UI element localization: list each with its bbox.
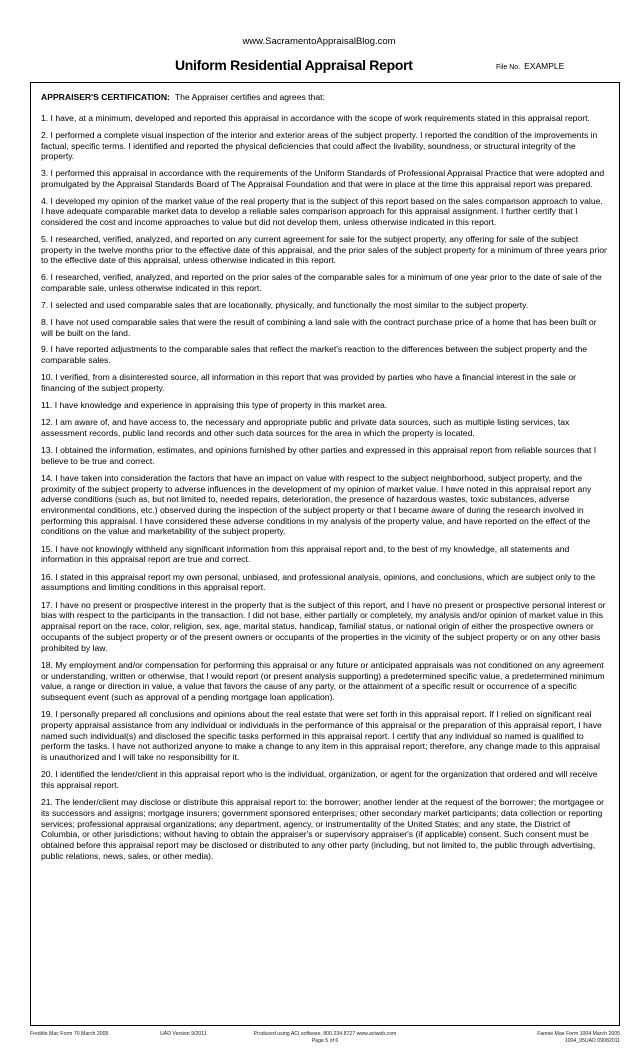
footer-form-code: 1004_05UAD 09082011 <box>564 1037 620 1044</box>
certification-item-5: 5. I researched, verified, analyzed, and reported on any current agreement for sale for the subject property, any offering for sale of the subject property in the twelve months prior to the effective date of this appraisal, and the prior sales of the subject property for a minimum of three years prior to the effective date of this appraisal, unless otherwise indicated in this report. <box>41 234 607 266</box>
footer-fannie-mae-form <box>537 1031 620 1044</box>
file-number-value: EXAMPLE <box>524 61 565 71</box>
file-number <box>496 61 564 71</box>
certification-item-8: 8. I have not used comparable sales that were the result of combining a land sale with the contract purchase price of a home that has been built or will be built on the land. <box>41 316 597 338</box>
certification-item-4: 4. I developed my opinion of the market value of the real property that is the subject of this report based on the sales comparison approach to value. I have adequate comparable market data to develop a reliable sales comparison approach for this appraisal assignment. I further certify that I considered the cost and income approaches to value but did not develop them, unless otherwise indicated in this report. <box>41 195 603 228</box>
certification-item-17: 17. I have no present or prospective interest in the property that is the subject of this report, and I have no present or prospective personal interest or bias with respect to the participants in the transaction. I did not base, either partially or completely, my analysis and/or opinion of market value in this appraisal report on the race, color, religion, sex, age, marital status, handicap, familial status, or national origin of either the prospective owners or occupants of the subject property or of the present owners or occupants of the properties in the vicinity of the subject property or on any other basis prohibited by law. <box>41 599 606 653</box>
certification-item-9: 9. I have reported adjustments to the comparable sales that reflect the market's reaction to the differences between the subject property and the comparable sales. <box>41 344 588 366</box>
certification-items <box>41 113 607 868</box>
form-title: Uniform Residential Appraisal Report <box>175 57 413 73</box>
certification-item-14: 14. I have taken into consideration the factors that have an impact on value with respect to the subject neighborhood, subject property, and the proximity of the subject property to adverse influences in the development of my opinion of market value. I have noted in this appraisal report any adverse conditions (such as, but not limited to, needed repairs, deterioration, the presence of hazardous wastes, toxic substances, adverse environmental conditions, etc.) observed during the inspection of the subject property or that I became aware of during the research involved in performing this appraisal. I have considered these adverse conditions in my analysis of the property value, and have reported on the effect of the conditions on the value and marketability of the subject property. <box>41 472 592 537</box>
page-footer <box>30 1031 620 1047</box>
file-number-label: File No. <box>496 64 521 71</box>
certification-heading-text: The Appraiser certifies and agrees that: <box>174 92 325 102</box>
certification-item-1: 1. I have, at a minimum, developed and reported this appraisal in accordance with the scope of work requirements stated in this appraisal report. <box>41 113 590 123</box>
footer-uad-version: UAD Version 9/2011 <box>160 1031 207 1037</box>
footer-produced-using: Produced using ACI software, 800.234.8727 www.aciweb.com <box>253 1031 397 1037</box>
certification-heading <box>41 92 325 102</box>
certification-item-16: 16. I stated in this appraisal report my own personal, unbiased, and professional analysis, opinions, and conclusions, which are subject only to the assumptions and limiting conditions in this appraisal report. <box>41 571 596 593</box>
certification-item-19: 19. I personally prepared all conclusions and opinions about the real estate that were set forth in this appraisal report. If I relied on significant real property appraisal assistance from any individual or individuals in the performance of this appraisal or the preparation of this appraisal report, I have named such individual(s) and disclosed the specific tasks performed in this appraisal report. I certify that any individual so named is qualified to perform the tasks. I have not authorized anyone to make a change to any item in this appraisal report; therefore, any change made to this appraisal is unauthorized and I will take no responsibility for it. <box>41 709 602 763</box>
certification-item-21: 21. The lender/client may disclose or distribute this appraisal report to: the borrower; another lender at the request of the borrower; the mortgagee or its successors and assigns; mortgage insurers; government sponsored enterprises; other secondary market participants; data collection or reporting services; professional appraisal organizations; any department, agency, or instrumentality of the United States; and any state, the District of Columbia, or other jurisdictions; without having to obtain the appraiser's or supervisory appraiser's (if applicable) consent. Such consent must be obtained before this appraisal report may be disclosed or distributed to any other party (including, but not limited to, the public through advertising, public relations, news, sales, or other media). <box>41 797 605 861</box>
footer-page-number: Page 5 of 6 <box>311 1037 339 1044</box>
certification-item-12: 12. I am aware of, and have access to, the necessary and appropriate public and private data sources, such as multiple listing services, tax assessment records, public land records and other such data sources for the area in which the property is located. <box>41 416 570 438</box>
certification-item-20: 20. I identified the lender/client in this appraisal report who is the individual, organization, or agent for the organization that ordered and will receive this appraisal report. <box>41 769 598 791</box>
certification-item-13: 13. I obtained the information, estimates, and opinions furnished by other parties and expressed in this appraisal report from reliable sources that I believe to be true and correct. <box>41 444 597 466</box>
certification-item-2: 2. I performed a complete visual inspection of the interior and exterior areas of the subject property. I reported the condition of the improvements in factual, specific terms. I identified and reported the physical deficiencies that could affect the livability, soundness, or structural integrity of the property. <box>41 129 598 162</box>
certification-item-15: 15. I have not knowingly withheld any significant information from this appraisal report and, to the best of my knowledge, all statements and information in this appraisal report are true and correct. <box>41 543 570 565</box>
certification-item-10: 10. I verified, from a disinterested source, all information in this report that was provided by parties who have a financial interest in the sale or financing of the subject property. <box>41 372 576 393</box>
certification-item-6: 6. I researched, verified, analyzed, and reported on the prior sales of the comparable sales for a minimum of one year prior to the date of sale of the comparable sale, unless otherwise indicated in this report. <box>41 272 602 294</box>
certification-heading-bold: APPRAISER'S CERTIFICATION: <box>41 92 170 102</box>
footer-fannie-mae-form-title: Fannie Mae Form 1004 March 2005 <box>537 1031 620 1037</box>
certification-item-18: 18. My employment and/or compensation for performing this appraisal or any future or anticipated appraisals was not conditioned on any agreement or understanding, written or otherwise, that I would report (or present analysis supporting) a predetermined specific value, a predetermined minimum value, a range or direction in value, a value that favors the cause of any party, or the attainment of a specific result or occurrence of a specific subsequent event (such as approval of a pending mortgage loan application). <box>41 659 605 702</box>
certification-item-3: 3. I performed this appraisal in accordance with the requirements of the Uniform Standards of Professional Appraisal Practice that were adopted and promulgated by the Appraisal Standards Board of The Appraisal Foundation and that were in place at the time this appraisal report was prepared. <box>41 168 605 189</box>
certification-item-11: 11. I have knowledge and experience in appraising this type of property in this market area. <box>41 399 388 410</box>
footer-freddie-mac-form: Freddie Mac Form 70 March 2005 <box>30 1031 109 1037</box>
certification-item-7: 7. I selected and used comparable sales that are locationally, physically, and functionally the most similar to the subject property. <box>41 299 529 310</box>
footer-software-credit <box>30 1031 620 1044</box>
site-url: www.SacramentoAppraisalBlog.com <box>242 36 396 47</box>
